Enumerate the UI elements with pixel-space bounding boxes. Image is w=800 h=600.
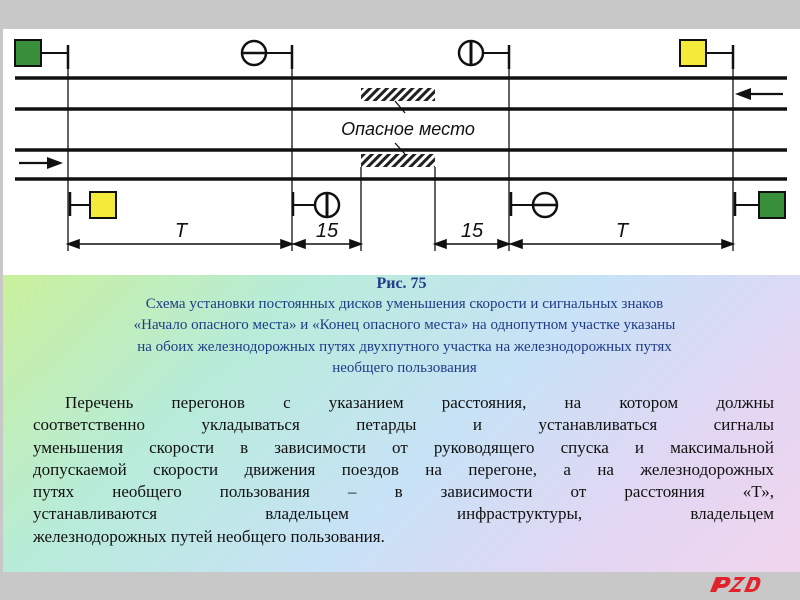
dimension-label-left-15: 15 (315, 220, 339, 242)
rzd-logo-icon (704, 572, 764, 596)
caption-line: «Начало опасного места» и «Конец опасного места» на однопутном участке указаны (133, 317, 676, 334)
body-line: устанавливаются владельцем инфраструктуры, владельцем (33, 504, 774, 524)
figure-caption (37, 294, 772, 379)
dimension-label-right-T: Т (615, 220, 629, 242)
danger-zone-upper (361, 88, 435, 101)
dimension-label-right-15: 15 (460, 220, 484, 242)
speed-disc-upper-1-icon (242, 41, 292, 69)
caption-line: Схема установки постоянных дисков уменьшения скорости и сигнальных знаков (145, 296, 664, 312)
body-line: соответственно укладываться петарды и устанавливаться сигналы (33, 415, 774, 435)
caption-panel (3, 275, 800, 572)
caption-line: необщего пользования (332, 359, 477, 376)
green-signal-upper-left (15, 40, 68, 69)
body-line: Перечень перегонов с указанием расстояния, на котором должны (65, 393, 774, 412)
speed-disc-upper-2-icon (459, 41, 509, 69)
track-diagram (3, 29, 800, 275)
body-line: железнодорожных путей необщего пользования. (33, 526, 385, 546)
speed-disc-lower-1-icon (293, 192, 339, 217)
green-signal-lower-right (735, 192, 785, 218)
danger-zone-label: Опасное место (341, 119, 475, 139)
body-line: уменьшения скорости в зависимости от руководящего спуска и максимальной (33, 437, 774, 457)
caption-line: на обоих железнодорожных путях двухпутного участка на железнодорожных путях (137, 338, 672, 355)
diagram-panel (3, 29, 800, 275)
dimension-label-left-T: Т (174, 220, 188, 242)
body-paragraph (33, 392, 774, 548)
yellow-signal-lower-left (70, 192, 116, 218)
direction-arrow-right-icon (19, 157, 63, 169)
body-line: путях необщего пользования – в зависимости от расстояния «Т», (33, 482, 774, 502)
speed-disc-lower-2-icon (511, 192, 557, 217)
dimension-lines (68, 240, 733, 248)
danger-zone-lower (361, 154, 435, 167)
figure-title: Рис. 75 (376, 275, 427, 292)
body-line: допускаемой скорости движения поездов на перегоне, а на железнодорожных (33, 459, 774, 479)
yellow-signal-upper-right (680, 40, 733, 69)
danger-pointer-upper (395, 101, 405, 113)
direction-arrow-left-icon (735, 88, 783, 100)
